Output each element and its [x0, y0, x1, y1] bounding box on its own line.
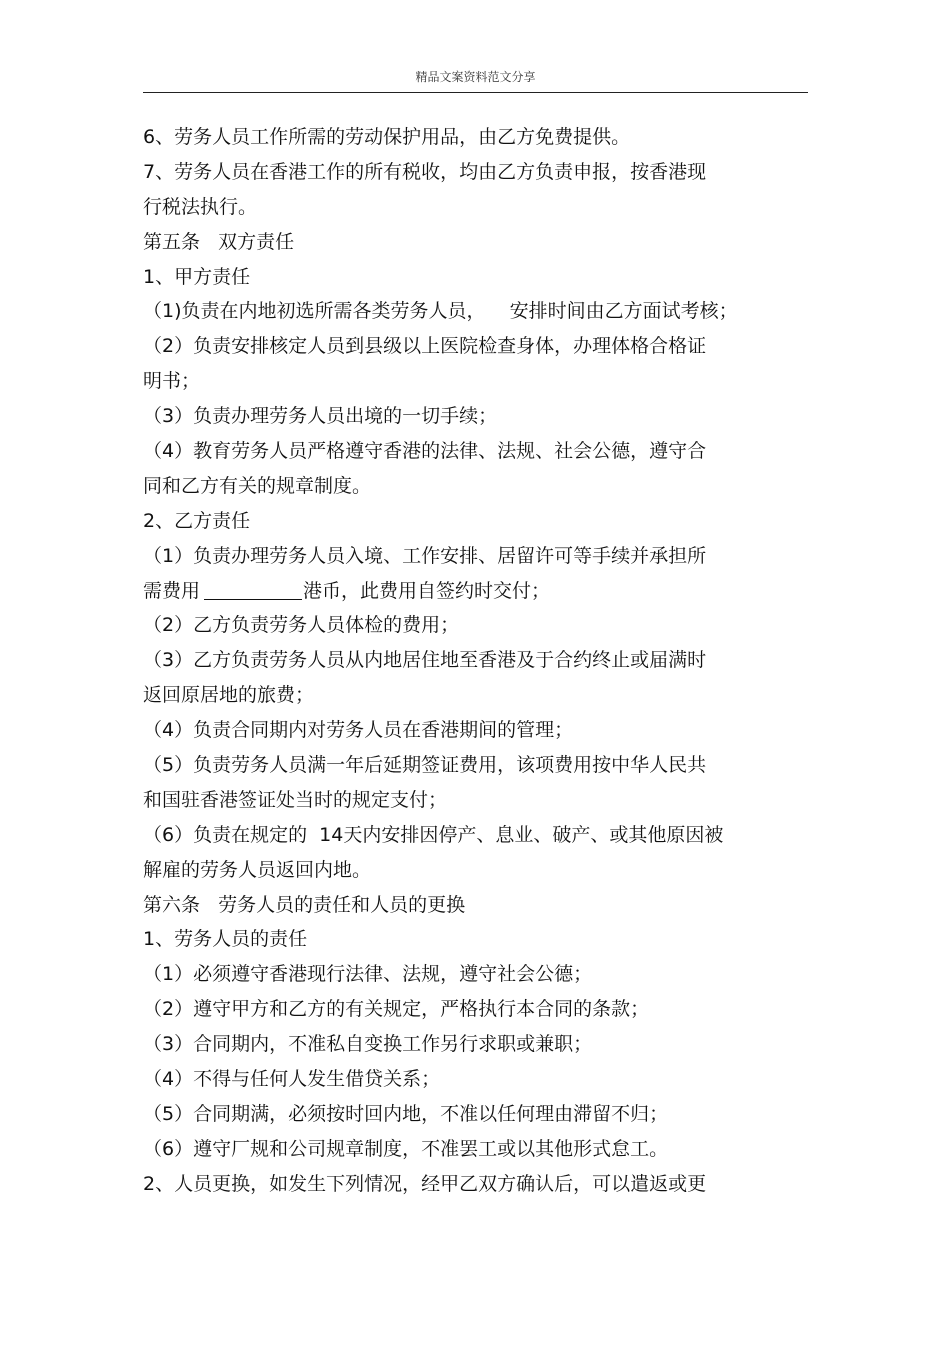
text-line: 和国驻香港签证处当时的规定支付； [143, 788, 448, 811]
text-line: 解雇的劳务人员返回内地。 [143, 858, 372, 881]
text-line: （1)负责在内地初选所需各类劳务人员， 安排时间由乙方面试考核； [143, 300, 738, 323]
text-line: 行税法执行。 [143, 195, 258, 218]
text-line: （1）负责办理劳务人员入境、工作安排、居留许可等手续并承担所 [143, 544, 707, 567]
text-line: 同和乙方有关的规章制度。 [143, 474, 372, 497]
text-line: 7、劳务人员在香港工作的所有税收，均由乙方负责申报，按香港现 [143, 160, 707, 183]
blank-prefix-text: 需费用 [143, 579, 201, 602]
text-line: （1）必须遵守香港现行法律、法规，遵守社会公德； [143, 963, 593, 986]
section-heading: 2、乙方责任 [143, 509, 251, 532]
text-line: （3）合同期内，不准私自变换工作另行求职或兼职； [143, 1033, 593, 1056]
article-heading: 第六条 劳务人员的责任和人员的更换 [143, 893, 466, 916]
text-line: 2、人员更换，如发生下列情况，经甲乙双方确认后，可以遣返或更 [143, 1172, 707, 1195]
blank-suffix-text: 港币，此费用自签约时交付； [303, 579, 551, 602]
text-line: （2）负责安排核定人员到县级以上医院检查身体，办理体格合格证 [143, 335, 707, 358]
text-line: （5）合同期满，必须按时回内地，不准以任何理由滞留不归； [143, 1102, 669, 1125]
text-line-with-blank [143, 574, 808, 609]
text-line: （5）负责劳务人员满一年后延期签证费用，该项费用按中华人民共 [143, 754, 707, 777]
text-line: （3）乙方负责劳务人员从内地居住地至香港及于合约终止或届满时 [143, 649, 707, 672]
page-header [143, 64, 808, 93]
section-heading: 1、甲方责任 [143, 265, 251, 288]
text-line: （4）教育劳务人员严格遵守香港的法律、法规、社会公德，遵守合 [143, 440, 707, 463]
fill-in-blank[interactable] [204, 579, 302, 600]
text-line: （6）遵守厂规和公司规章制度，不准罢工或以其他形式怠工。 [143, 1137, 669, 1160]
header-text: 精品文案资料范文分享 [415, 70, 536, 84]
text-line: （6）负责在规定的 14天内安排因停产、息业、破产、或其他原因被 [143, 823, 724, 846]
text-line: （3）负责办理劳务人员出境的一切手续； [143, 405, 498, 428]
text-line: （4）负责合同期内对劳务人员在香港期间的管理； [143, 719, 574, 742]
text-line: 6、劳务人员工作所需的劳动保护用品，由乙方免费提供。 [143, 126, 631, 148]
text-line: （2）遵守甲方和乙方的有关规定，严格执行本合同的条款； [143, 998, 650, 1021]
text-line: （4）不得与任何人发生借贷关系； [143, 1068, 441, 1091]
contract-body [143, 120, 808, 1202]
text-line: 返回原居地的旅费； [143, 684, 315, 707]
text-line: 明书； [143, 370, 201, 393]
section-heading: 1、劳务人员的责任 [143, 928, 308, 951]
article-heading: 第五条 双方责任 [143, 230, 295, 253]
text-line: （2）乙方负责劳务人员体检的费用； [143, 614, 460, 637]
